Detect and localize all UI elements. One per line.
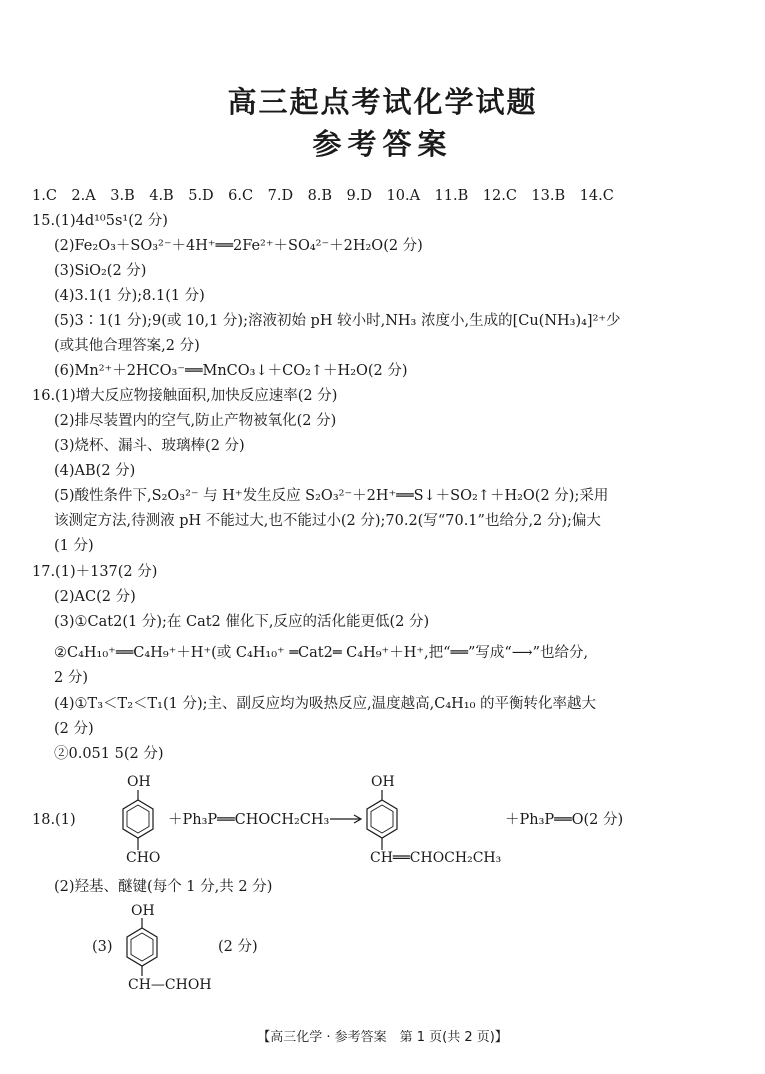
reactant-benzene-ring [118, 790, 158, 852]
answer-line: ②0.051 5(2 分) [54, 746, 164, 762]
answer-line: (3)①Cat2(1 分);在 Cat2 催化下,反应的活化能更低(2 分) [54, 614, 430, 630]
answer-line: (3)烧杯、漏斗、玻璃棒(2 分) [54, 438, 245, 454]
page-title: 高三起点考试化学试题 [227, 85, 538, 119]
part3-oh-label: OH [131, 903, 155, 919]
page-subtitle: 参考答案 [312, 127, 453, 161]
answer-line: (4)①T₃＜T₂＜T₁(1 分);主、副反应均为吸热反应,温度越高,C₄H₁₀ 的平衡转化率越大 [54, 696, 597, 712]
answer-line: (2)AC(2 分) [54, 589, 136, 605]
answer-line: (2 分) [54, 721, 94, 737]
part3-substituent-label: CH—CHOH [128, 977, 212, 993]
part3-label: (3) [92, 939, 113, 955]
part3-score: (2 分) [218, 939, 258, 955]
answer-line: (3)SiO₂(2 分) [54, 263, 147, 279]
reaction-arrow-icon [330, 812, 364, 826]
answer-line: 15.(1)4d¹⁰5s¹(2 分) [32, 213, 168, 229]
part3-benzene-ring [122, 918, 162, 978]
page-footer: 【高三化学 · 参考答案 第 1 页(共 2 页)】 [257, 1030, 508, 1045]
answer-line: (2)Fe₂O₃＋SO₃²⁻＋4H⁺══2Fe²⁺＋SO₄²⁻＋2H₂O(2 分) [54, 238, 423, 254]
reactant-oh-label: OH [127, 774, 151, 790]
answer-line: 2 分) [54, 670, 88, 686]
answer-line: (4)3.1(1 分);8.1(1 分) [54, 288, 205, 304]
answer-line: 17.(1)＋137(2 分) [32, 564, 158, 580]
product-oh-label: OH [371, 774, 395, 790]
answer-line: (2)排尽装置内的空气,防止产物被氧化(2 分) [54, 413, 337, 429]
answer-line: (2)羟基、醚键(每个 1 分,共 2 分) [54, 879, 273, 895]
answer-line: (6)Mn²⁺＋2HCO₃⁻══MnCO₃↓＋CO₂↑＋H₂O(2 分) [54, 363, 408, 379]
q18-byproduct: ＋Ph₃P══O(2 分) [505, 812, 624, 828]
answer-line: 该测定方法,待测液 pH 不能过大,也不能过小(2 分);70.2(写“70.1”也给分,2 分);偏大 [54, 513, 601, 529]
answer-line: (4)AB(2 分) [54, 463, 136, 479]
q18-reagent: ＋Ph₃P══CHOCH₂CH₃ [168, 812, 330, 828]
answer-line: ②C₄H₁₀⁺══C₄H₉⁺＋H⁺(或 C₄H₁₀⁺ ═Cat2═ C₄H₉⁺＋H⁺,把“══”写成“⟶”也给分, [54, 645, 589, 661]
answer-line: (或其他合理答案,2 分) [54, 338, 200, 354]
product-benzene-ring [362, 790, 402, 852]
q18-label: 18.(1) [32, 812, 76, 828]
product-substituent-label: CH══CHOCH₂CH₃ [370, 850, 502, 866]
reactant-cho-label: CHO [126, 850, 161, 866]
answer-line: (5)酸性条件下,S₂O₃²⁻ 与 H⁺发生反应 S₂O₃²⁻＋2H⁺══S↓＋SO₂↑＋H₂O(2 分);采用 [54, 488, 609, 504]
answer-line: 1.C 2.A 3.B 4.B 5.D 6.C 7.D 8.B 9.D 10.A 11.B 12.C 13.B 14.C [32, 188, 614, 204]
answer-line: 16.(1)增大反应物接触面积,加快反应速率(2 分) [32, 388, 338, 404]
answer-line: (5)3∶1(1 分);9(或 10,1 分);溶液初始 pH 较小时,NH₃ 浓度小,生成的[Cu(NH₃)₄]²⁺少 [54, 313, 621, 329]
answer-line: (1 分) [54, 538, 94, 554]
